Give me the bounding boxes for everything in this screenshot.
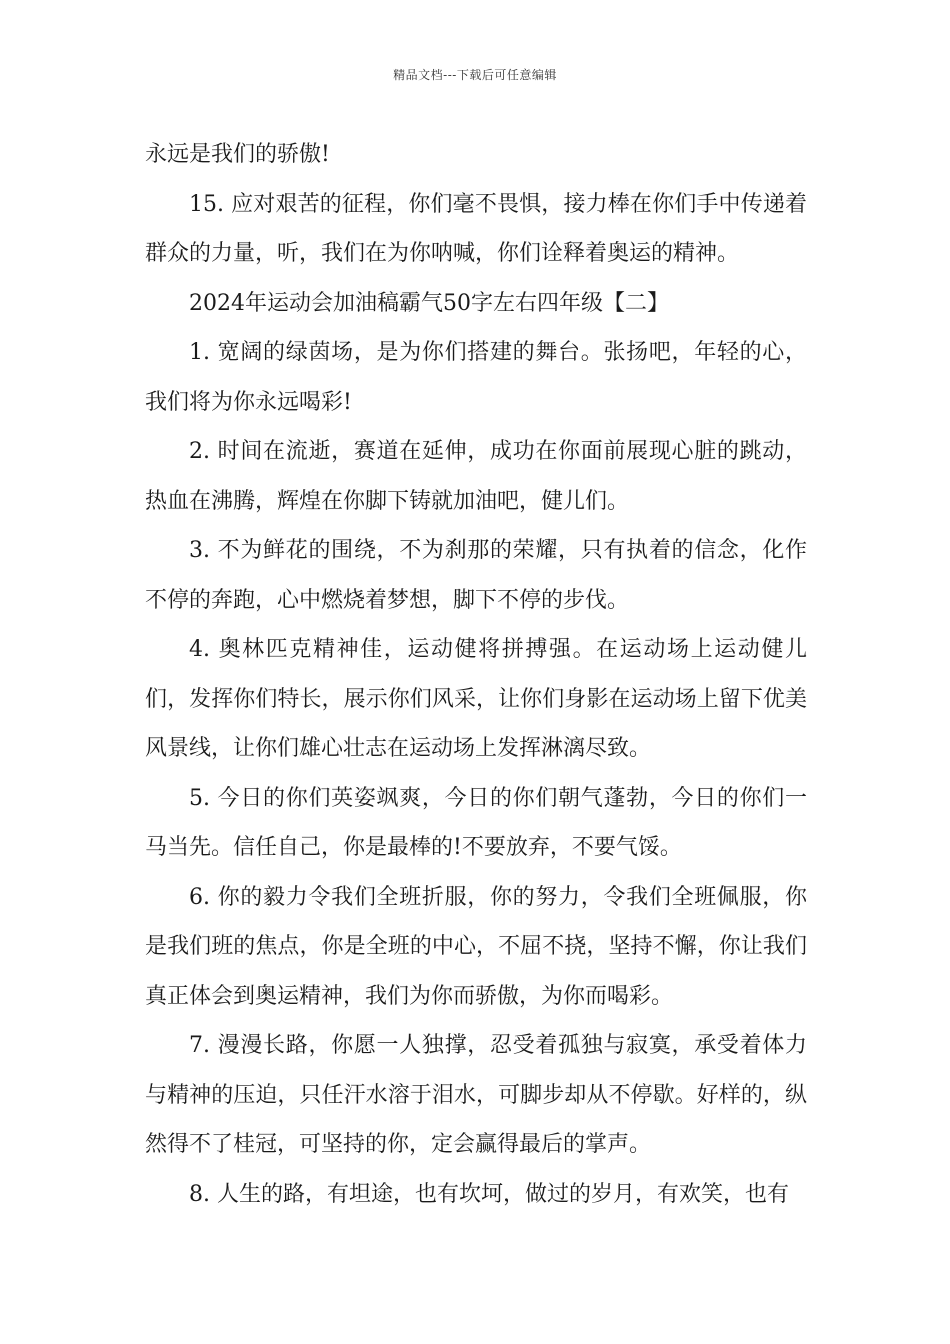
document-body — [145, 130, 807, 1219]
paragraph-item-4: 4. 奥林匹克精神佳，运动健将拼搏强。在运动场上运动健儿们，发挥你们特长，展示你们风采，让你们身影在运动场上留下优美风景线，让你们雄心壮志在运动场上发挥淋漓尽致。 — [145, 637, 807, 761]
paragraph-item-6: 6. 你的毅力令我们全班折服，你的努力，令我们全班佩服，你是我们班的焦点，你是全班的中心，不屈不挠，坚持不懈，你让我们真正体会到奥运精神，我们为你而骄傲，为你而喝彩。 — [145, 884, 807, 1009]
paragraph-item-1: 1. 宽阔的绿茵场，是为你们搭建的舞台。张扬吧，年轻的心，我们将为你永远喝彩! — [145, 340, 807, 415]
section-heading: 2024年运动会加油稿霸气50字左右四年级【二】 — [189, 290, 669, 316]
paragraph-item-5: 5. 今日的你们英姿飒爽，今日的你们朝气蓬勃，今日的你们一马当先。信任自己，你是最棒的!不要放弃，不要气馁。 — [145, 785, 807, 860]
paragraph-item-2: 2. 时间在流逝，赛道在延伸，成功在你面前展现心脏的跳动，热血在沸腾，辉煌在你脚下铸就加油吧，健儿们。 — [145, 439, 807, 514]
page-header: 精品文档---下载后可任意编辑 — [393, 68, 557, 82]
paragraph-continuation: 永远是我们的骄傲! — [145, 142, 330, 167]
paragraph-item-8: 8. 人生的路，有坦途，也有坎坷，做过的岁月，有欢笑，也有 — [189, 1181, 789, 1207]
paragraph-item-7: 7. 漫漫长路，你愿一人独撑，忍受着孤独与寂寞，承受着体力与精神的压迫，只任汗水溶于泪水，可脚步却从不停歇。好样的，纵然得不了桂冠，可坚持的你，定会赢得最后的掌声。 — [145, 1033, 807, 1157]
paragraph-item-15: 15. 应对艰苦的征程，你们毫不畏惧，接力棒在你们手中传递着群众的力量，听，我们在为你呐喊，你们诠释着奥运的精神。 — [145, 191, 807, 266]
paragraph-item-3: 3. 不为鲜花的围绕，不为刹那的荣耀，只有执着的信念，化作不停的奔跑，心中燃烧着梦想，脚下不停的步伐。 — [145, 538, 807, 613]
